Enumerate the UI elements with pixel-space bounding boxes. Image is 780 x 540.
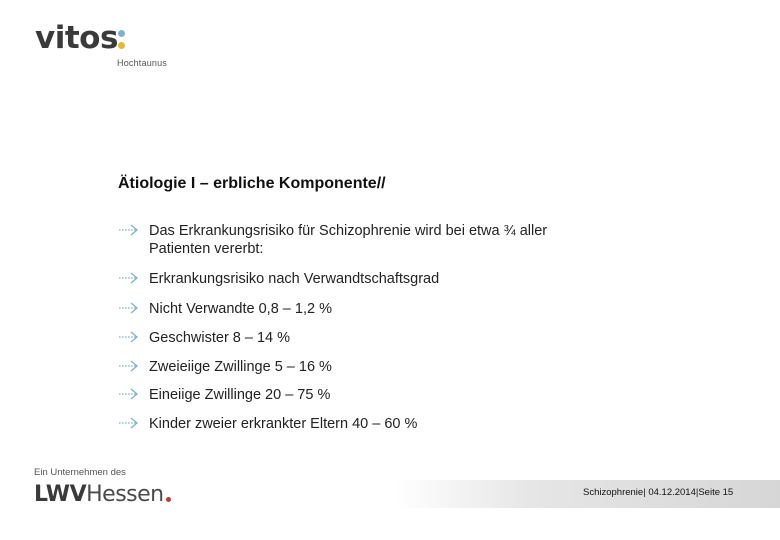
footer-separator: | — [643, 487, 649, 498]
bullet-item — [118, 300, 678, 318]
bullet-item — [118, 358, 678, 376]
vitos-logo — [35, 18, 118, 58]
bullet-text: Eineiige Zwillinge 20 – 75 % — [149, 387, 331, 403]
bullet-text-continued: Patienten vererbt: — [149, 241, 264, 257]
bullet-item — [118, 386, 678, 404]
logo-wordmark: vitos — [35, 20, 118, 56]
arrow-bullet-icon — [118, 416, 140, 430]
bullet-item — [118, 270, 678, 288]
lwv-bold-text: LWV — [34, 482, 87, 507]
footer-page-number: Seite 15 — [698, 487, 734, 498]
arrow-bullet-icon — [118, 271, 140, 285]
lwv-dot-icon — [166, 497, 171, 502]
footer-date: 04.12.2014 — [648, 487, 696, 498]
bullet-text: Das Erkrankungsrisiko für Schizophrenie wird bei etwa ¾ aller — [149, 223, 548, 239]
bullet-list — [118, 222, 678, 433]
bullet-item — [118, 415, 678, 433]
logo-subtitle: Hochtaunus — [117, 58, 168, 68]
arrow-bullet-icon — [118, 359, 140, 373]
lwv-company-note: Ein Unternehmen des — [34, 467, 126, 478]
bullet-text: Kinder zweier erkrankter Eltern 40 – 60 % — [149, 416, 418, 432]
logo-colon-mark — [118, 30, 126, 50]
bullet-item — [118, 329, 678, 347]
lwv-hessen-text: Hessen — [86, 482, 164, 507]
arrow-bullet-icon — [118, 223, 140, 237]
bullet-item — [118, 222, 678, 258]
bullet-text: Nicht Verwandte 0,8 – 1,2 % — [149, 301, 332, 317]
arrow-bullet-icon — [118, 387, 140, 401]
footer-topic: Schizophrenie — [583, 487, 644, 498]
lwv-hessen-logo — [34, 467, 171, 508]
bullet-text: Erkrankungsrisiko nach Verwandtschaftsgrad — [149, 271, 440, 287]
lwv-wordmark — [34, 482, 171, 508]
bullet-text: Zweieiige Zwillinge 5 – 16 % — [149, 359, 332, 375]
slide-title: Ätiologie I – erbliche Komponente// — [118, 175, 386, 192]
arrow-bullet-icon — [118, 330, 140, 344]
logo-dot-yellow — [118, 42, 125, 49]
arrow-bullet-icon — [118, 301, 140, 315]
footer-info — [583, 487, 733, 498]
footer-separator: | — [695, 487, 699, 498]
logo-dot-blue — [118, 30, 125, 37]
bullet-text: Geschwister 8 – 14 % — [149, 330, 291, 346]
